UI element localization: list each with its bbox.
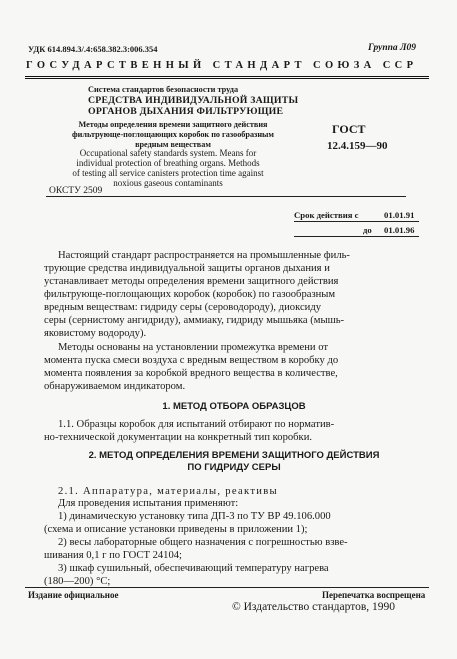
intro-paragraph <box>44 249 424 340</box>
intro-line: вредным веществам: гидриду серы (сероводороду), диоксиду <box>44 302 322 313</box>
header-rule <box>25 76 429 77</box>
intro-line: трующие средства индивидуальной защиты органов дыхания и <box>44 263 330 274</box>
title-line-1: СРЕДСТВА ИНДИВИДУАЛЬНОЙ ЗАЩИТЫ <box>88 95 299 106</box>
section-2-paragraph <box>44 497 424 588</box>
intro-line: Настоящий стандарт распространяется на промышленные филь- <box>58 250 350 261</box>
english-title-line-2: individual protection of breathing organs. Methods <box>76 158 260 168</box>
section-2-line: (180—200) °С; <box>44 576 111 587</box>
title-line-2: ОРГАНОВ ДЫХАНИЯ ФИЛЬТРУЮЩИЕ <box>88 106 284 117</box>
english-title-line-3: of testing all service canisters protection time against <box>72 168 264 178</box>
group-code: Группа Л09 <box>368 43 417 53</box>
edition-note: Издание официальное <box>28 590 119 600</box>
section-2-1-heading: 2.1. Аппаратура, материалы, реактивы <box>58 486 278 497</box>
okstu-code: ОКСТУ 2509 <box>49 186 103 196</box>
section-2-line: 2) весы лабораторные общего назначения с погрешностью взве- <box>58 537 348 548</box>
intro-line: яковистому водороду). <box>44 328 147 339</box>
section-1-line: но-технической документации на конкретный тип коробки. <box>44 432 313 443</box>
section-2-line: (схема и описание установки приведены в приложении 1); <box>44 524 308 535</box>
section-1-line: 1.1. Образцы коробок для испытаний отбирают по норматив- <box>58 419 335 430</box>
validity-from-rule <box>294 221 419 222</box>
validity-from-date: 01.01.91 <box>384 210 415 220</box>
intro-line: устанавливает методы определения времени защитного действия <box>44 276 339 287</box>
section-2-line: Для проведения испытания применяют: <box>58 498 239 509</box>
section-2-line: шивания 0,1 г по ГОСТ 24104; <box>44 550 183 561</box>
udk-code: УДК 614.894.3/.4:658.382.3:006.354 <box>28 44 158 54</box>
system-name: Система стандартов безопасности труда <box>88 85 239 94</box>
validity-to-date: 01.01.96 <box>384 225 415 235</box>
methods-line: Методы основаны на установлении промежутка времени от <box>58 342 329 353</box>
header-rule-thin <box>25 78 429 79</box>
intro-line: серы (сернистому ангидриду), аммиаку, гидриду мышьяка (мышь- <box>44 315 345 326</box>
section-2-line: 3) шкаф сушильный, обеспечивающий температуру нагрева <box>58 563 329 574</box>
methods-line: момента появления за коробкой вредного вещества в количестве, <box>44 368 338 379</box>
footer-rule <box>25 587 429 588</box>
section-2-heading-line-2: ПО ГИДРИДУ СЕРЫ <box>187 462 281 473</box>
english-title-line-4: noxious gaseous contaminants <box>113 178 223 188</box>
methods-line: обнаруживаемом индикатором. <box>44 381 186 392</box>
section-1-heading: 1. МЕТОД ОТБОРА ОБРАЗЦОВ <box>162 401 306 412</box>
subtitle-line-3: вредным веществам <box>135 140 211 149</box>
title-block-rule <box>46 196 406 197</box>
english-title-line-1: Occupational safety standards system. Means for <box>79 148 257 158</box>
section-2-line: 1) динамическую установку типа ДП-3 по ТУ ВР 49.106.000 <box>58 511 331 522</box>
validity-to-label: до <box>363 225 372 235</box>
validity-to-rule <box>294 236 419 237</box>
methods-line: момента пуска смеси воздуха с вредным веществом в коробку до <box>44 355 339 366</box>
subtitle-line-2: фильтрующе-поглощающих коробок по газообразным <box>71 130 275 139</box>
methods-paragraph <box>44 341 424 393</box>
reprint-note: Перепечатка воспрещена <box>322 590 426 600</box>
section-1-paragraph <box>44 418 424 444</box>
gost-label: ГОСТ <box>332 122 366 136</box>
section-2-heading-line-1: 2. МЕТОД ОПРЕДЕЛЕНИЯ ВРЕМЕНИ ЗАЩИТНОГО ДЕЙСТВИЯ <box>88 450 380 461</box>
copyright-note: © Издательство стандартов, 1990 <box>232 601 396 613</box>
intro-line: фильтрующе-поглощающих коробок (коробок) по газообразным <box>44 289 336 300</box>
subtitle-line-1: Методы определения времени защитного действия <box>78 120 268 129</box>
standard-header: ГОСУДАРСТВЕННЫЙ СТАНДАРТ СОЮЗА ССР <box>26 60 418 71</box>
validity-from-label: Срок действия с <box>294 210 359 220</box>
gost-number: 12.4.159—90 <box>327 140 388 152</box>
